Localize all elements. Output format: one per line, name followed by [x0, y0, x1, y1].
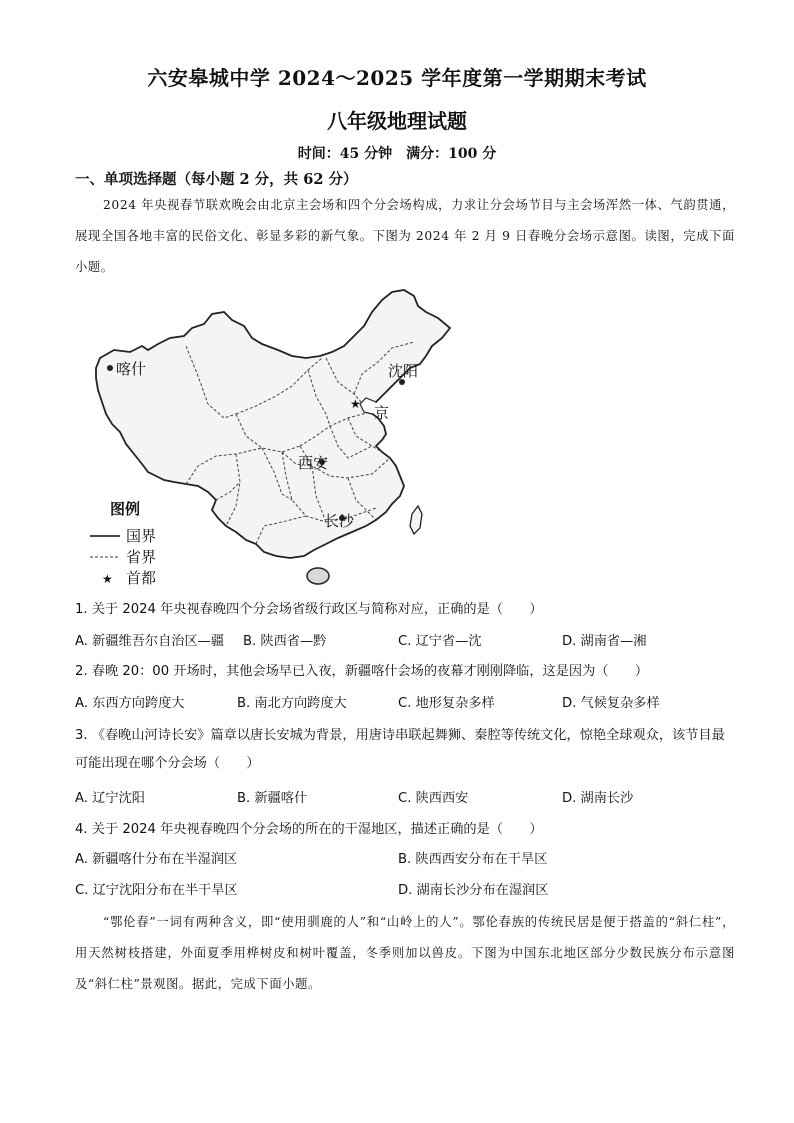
exam-time-score: 时间：45 分钟 满分：100 分	[297, 146, 497, 162]
label-changsha: 长沙	[324, 512, 355, 530]
kashgar-marker	[107, 365, 113, 371]
question-2-options	[75, 690, 735, 718]
hainan-island	[307, 568, 329, 584]
question-2-stem: 2. 春晚 20：00 开场时，其他会场早已入夜，新疆喀什会场的夜幕才刚刚降临，这是因为（ ）	[75, 664, 649, 679]
passage-oroqen: “鄂伦春”一词有两种含义，即“使用驯鹿的人”和“山岭上的人”。鄂伦春族的传统民居是便于搭盖的“斜仁柱”，用天然树枝搭建，外面夏季用桦树皮和树叶覆盖，冬季则加以兽皮。下图为中国东北地区部分少数民族分布示意图及“斜仁柱”景观图。据此，完成下面小题。	[75, 915, 735, 991]
q3-option-b[interactable]: B. 新疆喀什	[237, 791, 308, 806]
question-1-options	[75, 628, 735, 656]
legend-capital: 首都	[126, 569, 157, 587]
legend-capital-star-icon: ★	[102, 572, 113, 586]
q3-option-c[interactable]: C. 陕西西安	[398, 791, 469, 806]
q4-option-c[interactable]: C. 辽宁沈阳分布在半干旱区	[75, 883, 238, 898]
question-3-options	[75, 785, 735, 813]
q2-option-c[interactable]: C. 地形复杂多样	[398, 696, 495, 711]
capital-star-icon: ★	[350, 397, 361, 411]
exam-subtitle: 八年级地理试题	[327, 109, 467, 133]
q4-option-b[interactable]: B. 陕西西安分布在干旱区	[398, 852, 548, 867]
legend-national-border: 国界	[126, 527, 157, 545]
question-4-stem: 4. 关于 2024 年央视春晚四个分会场的所在的干湿地区，描述正确的是（ ）	[75, 822, 543, 837]
taiwan-island	[410, 506, 422, 534]
label-shenyang: 沈阳	[388, 362, 419, 380]
legend-provincial-border: 省界	[126, 548, 157, 566]
question-4-options-row2	[75, 877, 735, 905]
exam-title: 六安皋城中学 2024～2025 学年度第一学期期末考试	[147, 66, 647, 90]
label-beijing-part: 京	[374, 404, 390, 422]
china-map-svg	[86, 286, 462, 592]
question-4-options-row1	[75, 846, 735, 874]
q1-option-d[interactable]: D. 湖南省—湘	[562, 634, 647, 649]
q1-option-a[interactable]: A. 新疆维吾尔自治区—疆	[75, 634, 225, 649]
question-1-stem: 1. 关于 2024 年央视春晚四个分会场省级行政区与简称对应，正确的是（ ）	[75, 602, 543, 617]
q2-option-a[interactable]: A. 东西方向跨度大	[75, 696, 185, 711]
question-3-stem: 3. 《春晚山河诗长安》篇章以唐长安城为背景，用唐诗串联起舞狮、秦腔等传统文化，惊艳全球观众，该节目最可能出现在哪个分会场（ ）	[75, 728, 725, 771]
q1-option-c[interactable]: C. 辽宁省—沈	[398, 634, 482, 649]
q3-option-d[interactable]: D. 湖南长沙	[562, 791, 634, 806]
label-xian: 西安	[298, 454, 329, 472]
q4-option-d[interactable]: D. 湖南长沙分布在湿润区	[398, 883, 549, 898]
q3-option-a[interactable]: A. 辽宁沈阳	[75, 791, 145, 806]
q1-option-b[interactable]: B. 陕西省—黔	[243, 634, 327, 649]
q2-option-b[interactable]: B. 南北方向跨度大	[237, 696, 347, 711]
section-heading: 一、单项选择题（每小题 2 分，共 62 分）	[75, 171, 358, 188]
china-map-figure	[86, 286, 462, 592]
passage-spring-gala: 2024 年央视春节联欢晚会由北京主会场和四个分会场构成，力求让分会场节目与主会场浑然一体、气韵贯通，展现全国各地丰富的民俗文化、彰显多彩的新气象。下图为 2024 年 2 月 9 日春晚分会场示意图。读图，完成下面小题。	[75, 198, 735, 274]
q4-option-a[interactable]: A. 新疆喀什分布在半湿润区	[75, 852, 238, 867]
label-kashgar: 喀什	[116, 360, 147, 378]
map-legend	[86, 494, 176, 590]
q2-option-d[interactable]: D. 气候复杂多样	[562, 696, 660, 711]
legend-title: 图例	[110, 500, 141, 518]
